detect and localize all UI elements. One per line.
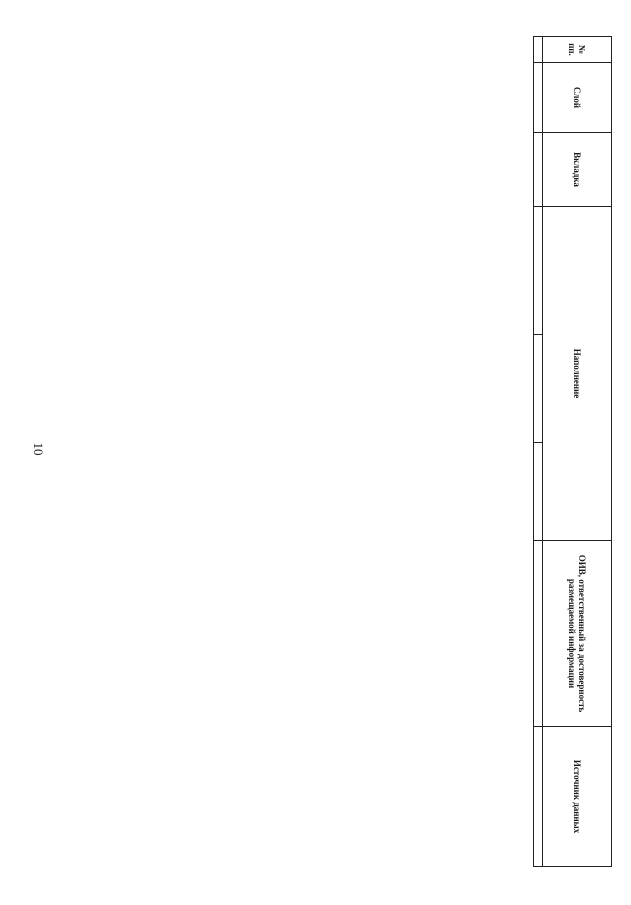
header-source: Источник данных [543,727,612,867]
header-num: № пп. [543,37,612,63]
page-number: 10 [31,442,46,456]
header-row [543,37,612,867]
spacer-row [534,37,543,867]
header-content: Наполнение [543,207,612,541]
header-oiv: ОИВ, ответственный за достоверность размещаемой информации [543,541,612,727]
header-layer: Слой [543,63,612,133]
rotated-table-wrapper [98,36,612,866]
header-tab: Вкладка [543,133,612,207]
data-table [533,36,612,867]
